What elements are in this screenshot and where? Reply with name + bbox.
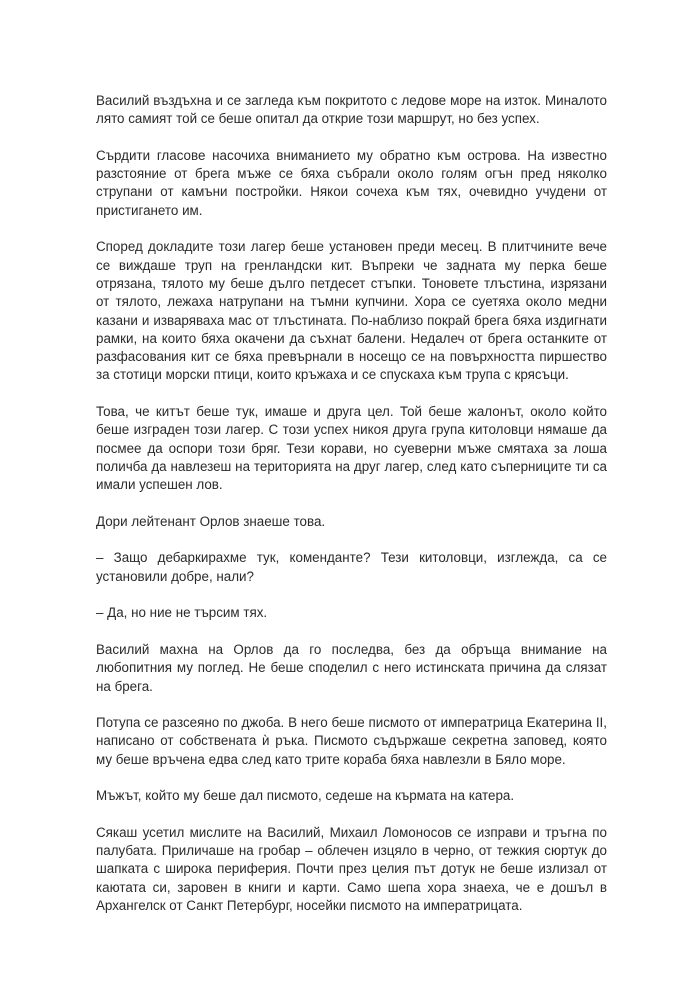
paragraph: Това, че китът беше тук, имаше и друга цел. Той беше жалонът, около който беше изграден този лагер. С този успех никоя друга група китоловци нямаше да посмее да оспори този бряг. Тези корави, но суеверни мъже смятаха за лоша поличба да навлезеш на територията на друг лагер, след като съперниците ти са имали успешен лов. <box>96 404 607 493</box>
paragraph: Според докладите този лагер беше установен преди месец. В плитчините вече се виждаше труп на гренландски кит. Въпреки че задната му перка беше отрязана, тялото му беше дълго петдесет стъпки. Тоновете тлъстина, изрязани от тялото, лежаха натрупани на тъмни купчини. Хора се суетяха около медни казани и изваряваха мас от тлъстината. По-наблизо покрай брега бяха издигнати рамки, на които бяха окачени да съхнат балени. Недалеч от брега останките от разфасования кит се бяха превърнали в носещо се на повърхността пиршество за стотици морски птици, които кръжаха и се спускаха към трупа с крясъци. <box>96 239 607 383</box>
dialogue-line: – Защо дебаркирахме тук, коменданте? Тези китоловци, изглежда, са се установили добре, нали? <box>96 550 607 584</box>
paragraph: Сякаш усетил мислите на Василий, Михаил Ломоносов се изправи и тръгна по палубата. Приличаше на гробар – облечен изцяло в черно, от тежкия сюртук до шапката с широка периферия. Почти през целия път дотук не беше излизал от каютата си, заровен в книги и карти. Само шепа хора знаеха, че е дошъл в Архангелск от Санкт Петербург, носейки писмото на императрицата. <box>96 824 607 914</box>
dialogue-line: – Да, но ние не търсим тях. <box>96 605 268 621</box>
body-text <box>96 92 607 934</box>
paragraph: Дори лейтенант Орлов знаеше това. <box>96 513 326 529</box>
paragraph: Мъжът, който му беше дал писмото, седеше на кърмата на катера. <box>96 788 515 804</box>
paragraph: Потупа се разсеяно по джоба. В него беше писмото от императрица Екатерина II, написано от собствената ѝ ръка. Писмото съдържаше секретна заповед, която му беше връчена едва след като трите кораба бяха навлезли в Бяло море. <box>96 715 607 767</box>
paragraph: Василий махна на Орлов да го последва, без да обръща внимание на любопитния му поглед. Не беше споделил с него истинската причина да слязат на брега. <box>96 641 607 694</box>
paragraph: Василий въздъхна и се загледа към покритото с ледове море на изток. Миналото лято самият той се беше опитал да открие този маршрут, но без успех. <box>96 93 607 127</box>
paragraph: Сърдити гласове насочиха вниманието му обратно към острова. На известно разстояние от брега мъже се бяха събрали около голям огън пред няколко струпани от камъни постройки. Някои сочеха към тях, очевидно учудени от пристигането им. <box>96 147 607 218</box>
